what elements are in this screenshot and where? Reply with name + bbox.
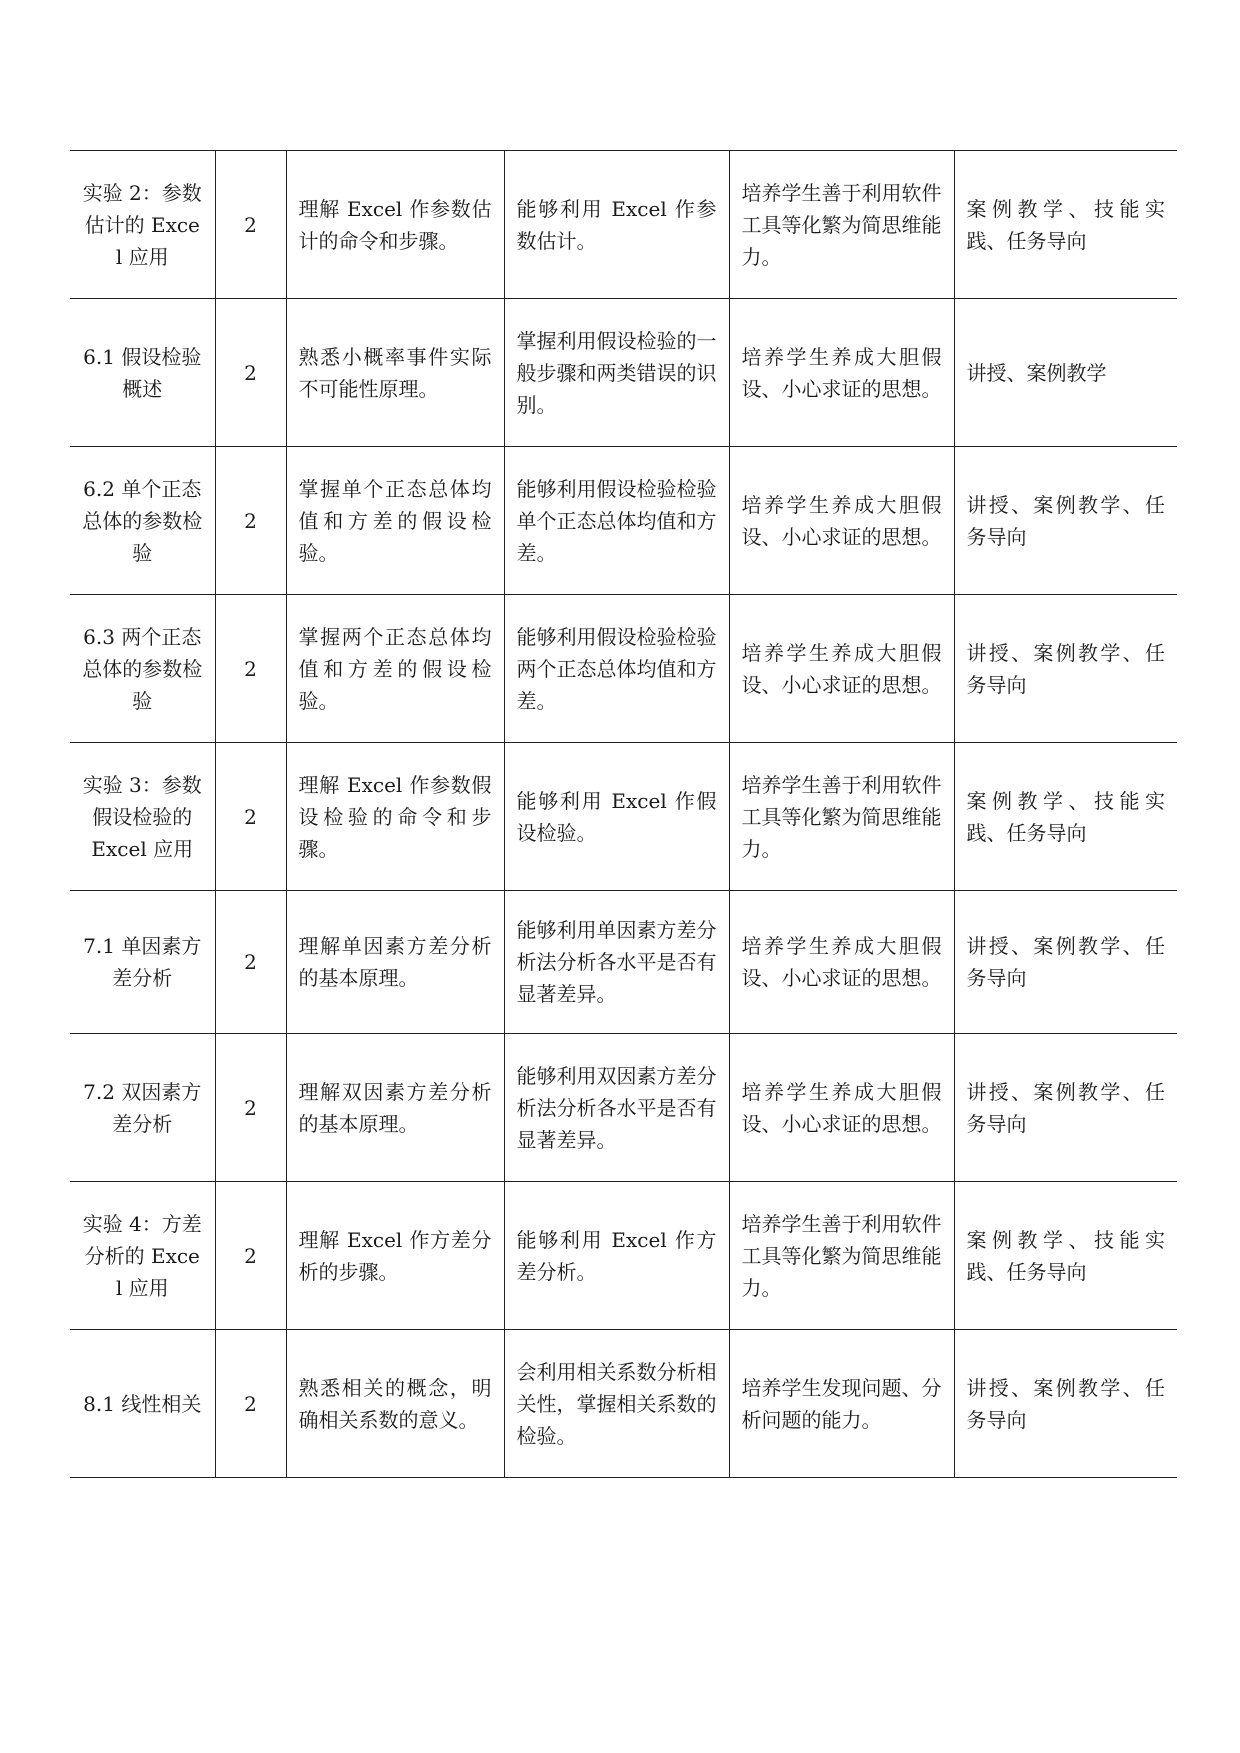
syllabus-table [70,150,1177,1478]
quality-cell: 培养学生养成大胆假设、小心求证的思想。 [729,595,954,743]
method-cell: 讲授、案例教学、任务导向 [954,447,1177,595]
table-row [70,595,1177,743]
method-cell: 讲授、案例教学、任务导向 [954,891,1177,1034]
hours-cell: 2 [215,891,286,1034]
quality-cell: 培养学生养成大胆假设、小心求证的思想。 [729,299,954,447]
ability-cell: 能够利用双因素方差分析法分析各水平是否有显著差异。 [504,1034,729,1182]
topic-cell: 7.1 单因素方差分析 [70,891,215,1034]
hours-cell: 2 [215,595,286,743]
table-row [70,1182,1177,1330]
topic-cell: 6.3 两个正态总体的参数检验 [70,595,215,743]
hours-cell: 2 [215,1330,286,1478]
knowledge-cell: 掌握单个正态总体均值和方差的假设检验。 [286,447,504,595]
ability-cell: 能够利用单因素方差分析法分析各水平是否有显著差异。 [504,891,729,1034]
method-cell: 讲授、案例教学、任务导向 [954,1330,1177,1478]
hours-cell: 2 [215,1182,286,1330]
knowledge-cell: 掌握两个正态总体均值和方差的假设检验。 [286,595,504,743]
knowledge-cell: 熟悉相关的概念，明确相关系数的意义。 [286,1330,504,1478]
table-row [70,891,1177,1034]
knowledge-cell: 理解单因素方差分析的基本原理。 [286,891,504,1034]
ability-cell: 能够利用 Excel 作假设检验。 [504,743,729,891]
table-row [70,299,1177,447]
method-cell: 讲授、案例教学、任务导向 [954,595,1177,743]
table-row [70,1034,1177,1182]
table-row [70,1330,1177,1478]
hours-cell: 2 [215,151,286,299]
table-row [70,447,1177,595]
method-cell: 讲授、案例教学 [954,299,1177,447]
method-cell: 案例教学、技能实践、任务导向 [954,743,1177,891]
method-cell: 案例教学、技能实践、任务导向 [954,151,1177,299]
quality-cell: 培养学生善于利用软件工具等化繁为简思维能力。 [729,151,954,299]
quality-cell: 培养学生养成大胆假设、小心求证的思想。 [729,1034,954,1182]
knowledge-cell: 理解 Excel 作方差分析的步骤。 [286,1182,504,1330]
hours-cell: 2 [215,1034,286,1182]
topic-cell: 实验 2：参数估计的 Excel 应用 [70,151,215,299]
method-cell: 讲授、案例教学、任务导向 [954,1034,1177,1182]
quality-cell: 培养学生善于利用软件工具等化繁为简思维能力。 [729,1182,954,1330]
table-row [70,151,1177,299]
hours-cell: 2 [215,299,286,447]
method-cell: 案例教学、技能实践、任务导向 [954,1182,1177,1330]
topic-cell: 实验 4：方差分析的 Excel 应用 [70,1182,215,1330]
topic-cell: 8.1 线性相关 [70,1330,215,1478]
topic-cell: 6.2 单个正态总体的参数检验 [70,447,215,595]
topic-cell: 6.1 假设检验概述 [70,299,215,447]
ability-cell: 能够利用假设检验检验单个正态总体均值和方差。 [504,447,729,595]
knowledge-cell: 熟悉小概率事件实际不可能性原理。 [286,299,504,447]
ability-cell: 能够利用 Excel 作参数估计。 [504,151,729,299]
ability-cell: 能够利用假设检验检验两个正态总体均值和方差。 [504,595,729,743]
knowledge-cell: 理解 Excel 作参数估计的命令和步骤。 [286,151,504,299]
topic-cell: 7.2 双因素方差分析 [70,1034,215,1182]
topic-cell: 实验 3：参数假设检验的 Excel 应用 [70,743,215,891]
ability-cell: 能够利用 Excel 作方差分析。 [504,1182,729,1330]
quality-cell: 培养学生善于利用软件工具等化繁为简思维能力。 [729,743,954,891]
knowledge-cell: 理解 Excel 作参数假设检验的命令和步骤。 [286,743,504,891]
hours-cell: 2 [215,743,286,891]
quality-cell: 培养学生发现问题、分析问题的能力。 [729,1330,954,1478]
table-row [70,743,1177,891]
hours-cell: 2 [215,447,286,595]
ability-cell: 掌握利用假设检验的一般步骤和两类错误的识别。 [504,299,729,447]
ability-cell: 会利用相关系数分析相关性，掌握相关系数的检验。 [504,1330,729,1478]
knowledge-cell: 理解双因素方差分析的基本原理。 [286,1034,504,1182]
quality-cell: 培养学生养成大胆假设、小心求证的思想。 [729,891,954,1034]
quality-cell: 培养学生养成大胆假设、小心求证的思想。 [729,447,954,595]
